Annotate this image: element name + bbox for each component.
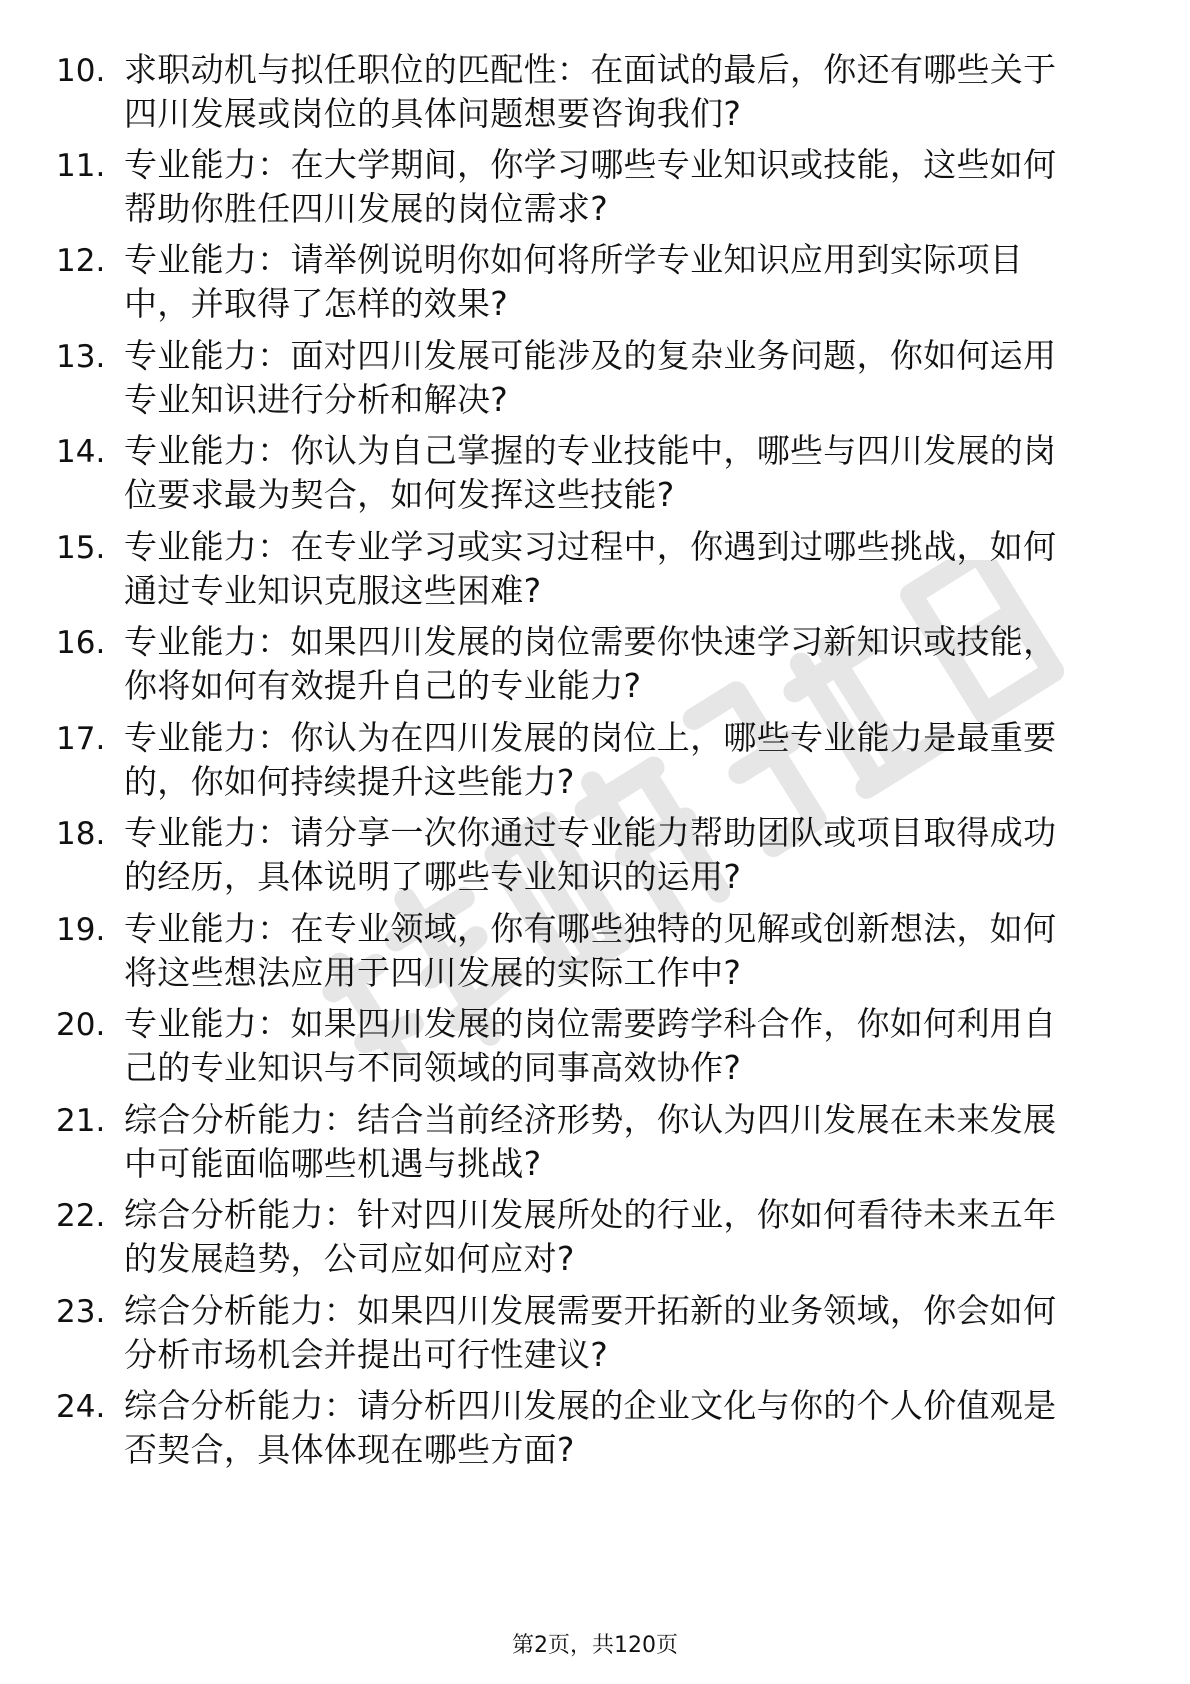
question-number: 11. (56, 148, 106, 184)
question-number: 20. (56, 1007, 106, 1043)
question-text: 专业能力：你认为自己掌握的专业技能中，哪些与四川发展的岗 位要求最为契合，如何发挥这些技能? (124, 431, 1057, 514)
question-text: 求职动机与拟任职位的匹配性：在面试的最后，你还有哪些关于 四川发展或岗位的具体问题想要咨询我们? (124, 50, 1057, 133)
question-number: 21. (56, 1103, 106, 1139)
question-number: 12. (56, 243, 106, 279)
question-item (0, 1098, 1190, 1188)
question-item (0, 811, 1190, 901)
question-item (0, 716, 1190, 806)
question-text: 综合分析能力：针对四川发展所处的行业，你如何看待未来五年 的发展趋势，公司应如何应对? (124, 1195, 1057, 1278)
question-number: 24. (56, 1389, 106, 1425)
question-text: 专业能力：请举例说明你如何将所学专业知识应用到实际项目 中，并取得了怎样的效果? (124, 240, 1024, 323)
question-item (0, 334, 1190, 424)
question-text: 综合分析能力：结合当前经济形势，你认为四川发展在未来发展 中可能面临哪些机遇与挑战? (124, 1100, 1057, 1183)
question-text: 专业能力：请分享一次你通过专业能力帮助团队或项目取得成功 的经历，具体说明了哪些专业知识的运用? (124, 813, 1057, 896)
question-text: 专业能力：在专业学习或实习过程中，你遇到过哪些挑战，如何 通过专业知识克服这些困难? (124, 527, 1057, 610)
question-number: 19. (56, 912, 106, 948)
question-text: 专业能力：如果四川发展的岗位需要你快速学习新知识或技能， 你将如何有效提升自己的专业能力? (124, 622, 1057, 705)
question-text: 综合分析能力：请分析四川发展的企业文化与你的个人价值观是 否契合，具体体现在哪些方面? (124, 1386, 1057, 1469)
question-item (0, 429, 1190, 519)
question-number: 14. (56, 434, 106, 470)
question-item (0, 525, 1190, 615)
question-item (0, 1384, 1190, 1474)
question-item (0, 1193, 1190, 1283)
question-number: 17. (56, 721, 106, 757)
question-number: 23. (56, 1294, 106, 1330)
question-text: 专业能力：面对四川发展可能涉及的复杂业务问题，你如何运用 专业知识进行分析和解决? (124, 336, 1057, 419)
question-text: 专业能力：如果四川发展的岗位需要跨学科合作，你如何利用自 己的专业知识与不同领域的同事高效协作? (124, 1004, 1057, 1087)
question-text: 综合分析能力：如果四川发展需要开拓新的业务领域，你会如何 分析市场机会并提出可行性建议? (124, 1291, 1057, 1374)
question-item (0, 238, 1190, 328)
question-text: 专业能力：在大学期间，你学习哪些专业知识或技能，这些如何 帮助你胜任四川发展的岗位需求? (124, 145, 1057, 228)
question-text: 专业能力：在专业领域，你有哪些独特的见解或创新想法，如何 将这些想法应用于四川发展的实际工作中? (124, 909, 1057, 992)
question-item (0, 1002, 1190, 1092)
question-number: 10. (56, 53, 106, 89)
question-number: 22. (56, 1198, 106, 1234)
question-item (0, 620, 1190, 710)
question-number: 16. (56, 625, 106, 661)
question-item (0, 1289, 1190, 1379)
question-text: 专业能力：你认为在四川发展的岗位上，哪些专业能力是最重要 的，你如何持续提升这些能力? (124, 718, 1057, 801)
question-number: 13. (56, 339, 106, 375)
question-item (0, 907, 1190, 997)
question-item (0, 143, 1190, 233)
question-number: 15. (56, 530, 106, 566)
page-footer: 第2页，共120页 (512, 1633, 678, 1658)
question-number: 18. (56, 816, 106, 852)
question-item (0, 48, 1190, 138)
